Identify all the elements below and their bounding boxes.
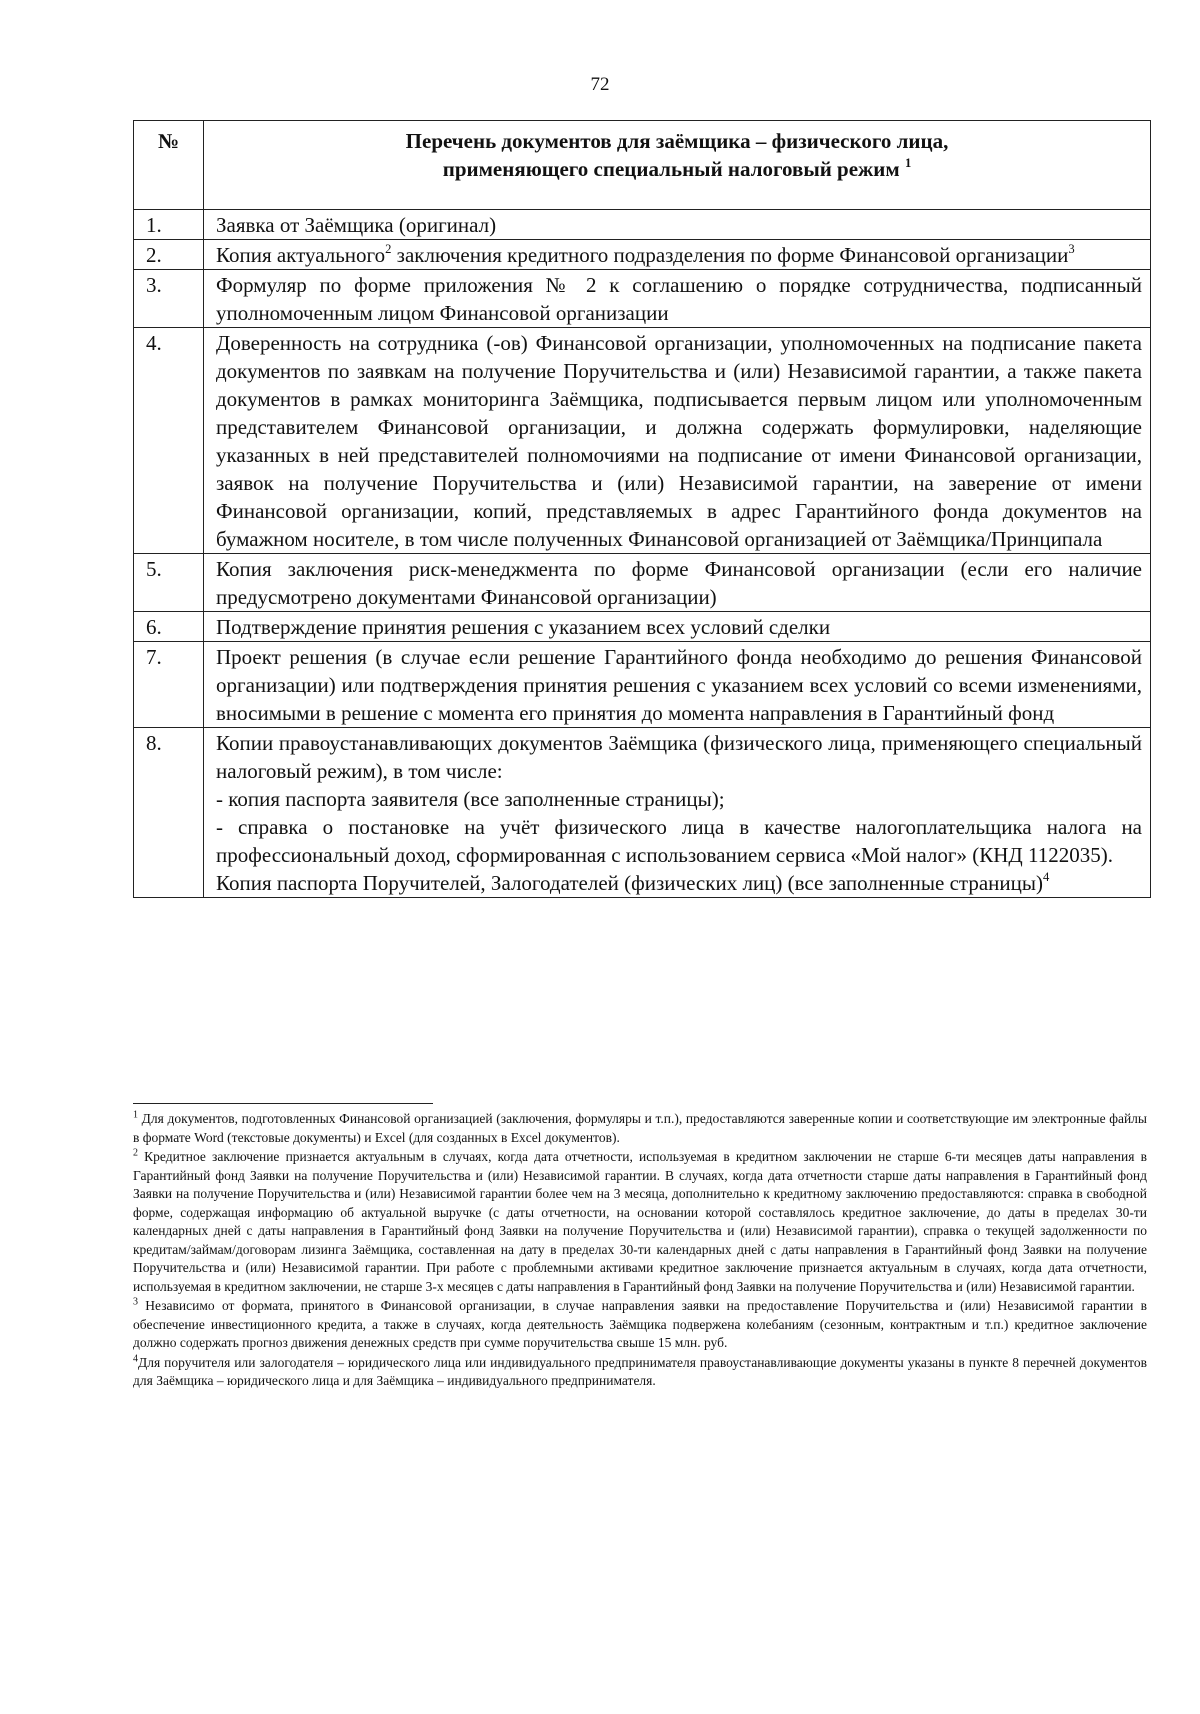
footnote-text: Для документов, подготовленных Финансовой организацией (заключения, формуляры и т.п.), предоставляются заверенные копии и соответствующие им электронные файлы в формате Word (текстовые документы) и Excel (для созданных в Excel документов). (133, 1111, 1147, 1145)
footnote (133, 1148, 1147, 1296)
footnotes (133, 1110, 1147, 1392)
row-number: 2. (134, 240, 204, 270)
table-row (134, 270, 1151, 328)
row-text (204, 240, 1151, 270)
row-text: Копия заключения риск-менеджмента по форме Финансовой организации (если его наличие предусмотрено документами Финансовой организации) (204, 554, 1151, 612)
documents-table (133, 120, 1151, 898)
row-number: 4. (134, 328, 204, 554)
row-text-part: заключения кредитного подразделения по форме Финансовой организации (391, 243, 1069, 267)
table-row (134, 210, 1151, 240)
footnote-ref: 4 (1042, 869, 1050, 884)
row-text: Проект решения (в случае если решение Гарантийного фонда необходимо до решения Финансовой организации) или подтверждения принятия решения с указанием всех условий со всеми изменениями, вносимыми в решение с момента его принятия до момента направления в Гарантийный фонд (204, 642, 1151, 728)
row-text-part: Копия актуального (216, 243, 386, 267)
row-number: 6. (134, 612, 204, 642)
header-footnote-ref: 1 (904, 156, 912, 171)
row-number: 5. (134, 554, 204, 612)
row-text (204, 728, 1151, 898)
table-row (134, 728, 1151, 898)
header-number: № (134, 121, 204, 210)
row-number: 8. (134, 728, 204, 898)
header-title-line2: применяющего специальный налоговый режим (442, 157, 900, 182)
row-paragraph: Копии правоустанавливающих документов Заёмщика (физического лица, применяющего специальный налоговый режим), в том числе: (216, 731, 1142, 783)
page-number: 72 (590, 74, 610, 95)
footnote-mark: 4 (133, 1353, 138, 1364)
footnote-ref: 3 (1068, 241, 1075, 256)
table-header-row (134, 121, 1151, 210)
row-text: Заявка от Заёмщика (оригинал) (204, 210, 1151, 240)
header-title (204, 121, 1151, 210)
footnote (133, 1297, 1147, 1353)
row-text: Формуляр по форме приложения № 2 к соглашению о порядке сотрудничества, подписанный уполномоченным лицом Финансовой организации (204, 270, 1151, 328)
footnote-text: Кредитное заключение признается актуальным в случаях, когда дата отчетности, используемая в кредитном заключении не старше 6-ти месяцев даты направления в Гарантийный фонд Заявки на получение Поручительства и (или) Независимой гарантии. В случаях, когда дата отчетности старше даты направления в Гарантийный фонд Заявки на получение Поручительства и (или) Независимой гарантии более чем на 3 месяца, дополнительно к кредитному заключению предоставляются: справка в свободной форме, содержащая информацию об актуальной выручке (с даты отчетности, на основании которой составлялось кредитное заключение, до даты в пределах 30-ти календарных дней с даты направления в Гарантийный фонд Заявки на получение Поручительства и (или) Независимой гарантии), справка о текущей задолженности по кредитам/займам/договорам лизинга Заёмщика, составленная на дату в пределах 30-ти календарных дней с даты направления в Гарантийный фонд Заявки на получение Поручительства и (или) Независимой гарантии. При работе с проблемными активами кредитное заключение признается актуальным в случаях, когда дата отчетности, используемая в кредитном заключении, не старше 3-х месяцев с даты направления в Гарантийный фонд Заявки на получение Поручительства и (или) Независимой гарантии. (133, 1149, 1147, 1294)
table-row (134, 328, 1151, 554)
row-paragraph (216, 869, 1142, 897)
table-row (134, 554, 1151, 612)
footnote-mark: 3 (133, 1296, 138, 1308)
footnote-ref: 2 (385, 241, 392, 256)
row-paragraph: - справка о постановке на учёт физического лица в качестве налогоплательщика налога на профессиональный доход, сформированная с использованием сервиса «Мой налог» (КНД 1122035). (216, 815, 1142, 867)
footnote-text: Независимо от формата, принятого в Финансовой организации, в случае направления заявки на предоставление Поручительства и (или) Независимой гарантии в обеспечение инвестиционного кредита, а также в случаях, когда деятельность Заёмщика подвержена колебаниям (сезонным, контрактным и т.п.) кредитное заключение должно содержать прогноз движения денежных средств при сумме поручительства свыше 15 млн. руб. (133, 1298, 1147, 1350)
row-text: Доверенность на сотрудника (-ов) Финансовой организации, уполномоченных на подписание пакета документов по заявкам на получение Поручительства и (или) Независимой гарантии, а также пакета документов в рамках мониторинга Заёмщика, подписывается первым лицом или уполномоченным представителем Финансовой организации, и должна содержать формулировки, наделяющие указанных в ней представителей полномочиями на подписание от имени Финансовой организации, заявок на получение Поручительства и (или) Независимой гарантии, на заверение от имени Финансовой организации, копий, представляемых в адрес Гарантийного фонда документов на бумажном носителе, в том числе полученных Финансовой организацией от Заёмщика/Принципала (204, 328, 1151, 554)
footnote-text: Для поручителя или залогодателя – юридического лица или индивидуального предпринимателя правоустанавливающие документы указаны в пункте 8 перечней документов для Заёмщика – юридического лица и для Заёмщика – индивидуального предпринимателя. (133, 1354, 1147, 1388)
table-row (134, 642, 1151, 728)
table-row (134, 240, 1151, 270)
footnote-mark: 1 (133, 1109, 138, 1121)
row-paragraph: - копия паспорта заявителя (все заполненные страницы); (216, 787, 725, 811)
row-number: 3. (134, 270, 204, 328)
footnote-separator (133, 1103, 433, 1104)
footnote (133, 1110, 1147, 1147)
header-title-line1: Перечень документов для заёмщика – физического лица, (405, 129, 949, 153)
row-text: Подтверждение принятия решения с указанием всех условий сделки (204, 612, 1151, 642)
row-number: 1. (134, 210, 204, 240)
row-paragraph-text: Копия паспорта Поручителей, Залогодателей (физических лиц) (все заполненные страницы) (216, 871, 1043, 895)
footnote (133, 1354, 1147, 1391)
row-number: 7. (134, 642, 204, 728)
table-row (134, 612, 1151, 642)
footnote-mark: 2 (133, 1147, 138, 1159)
